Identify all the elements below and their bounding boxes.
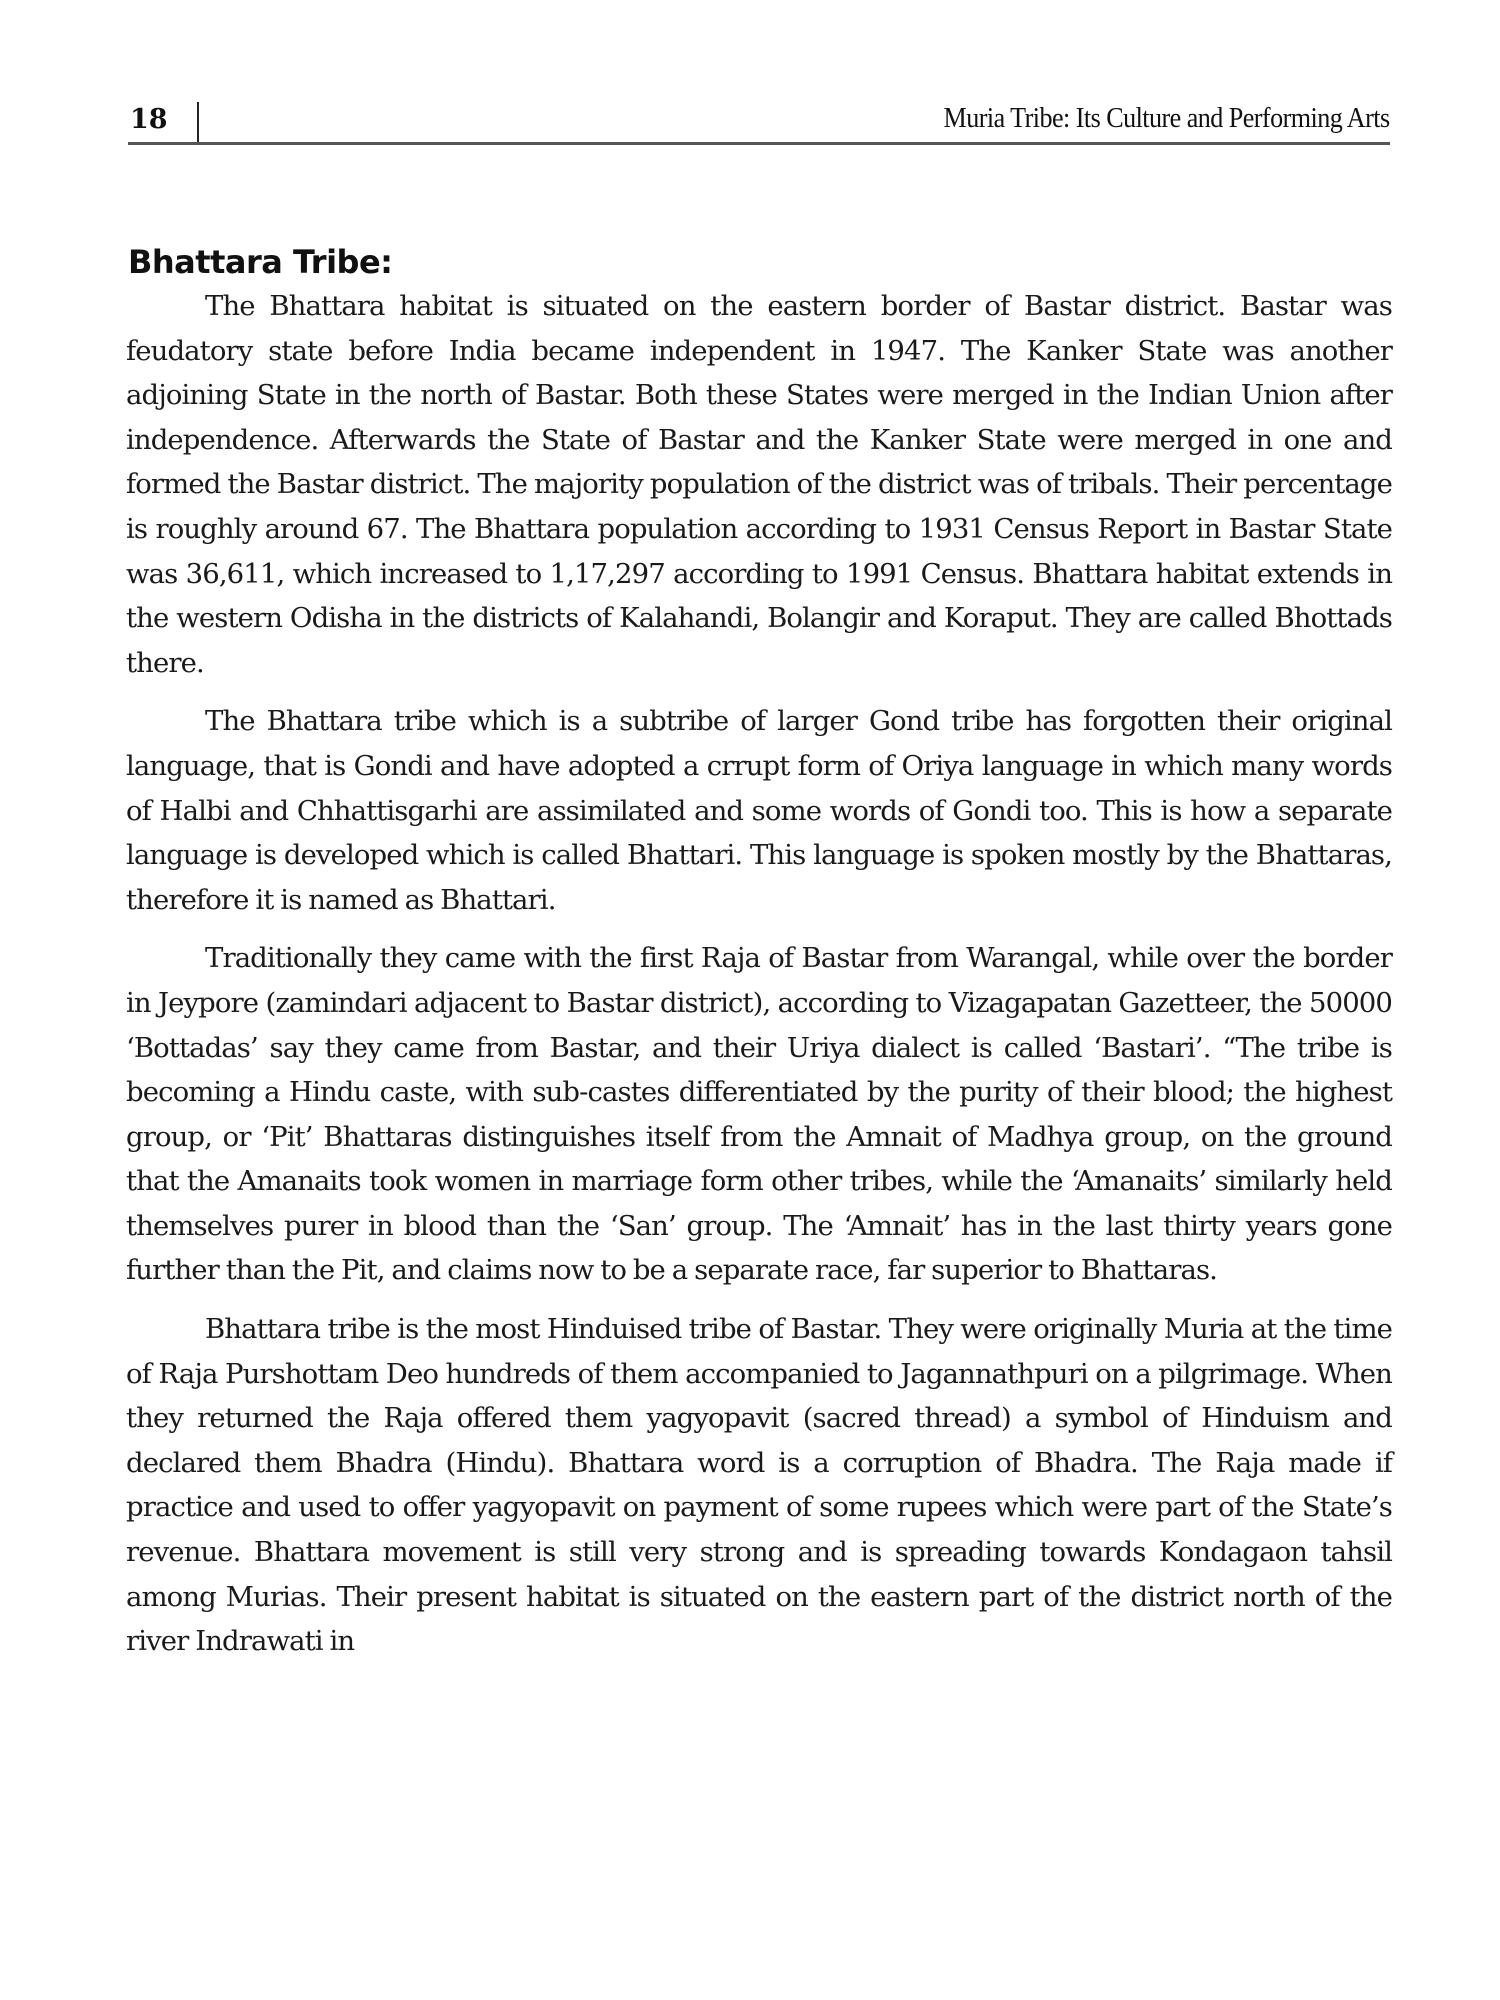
body-text	[126, 284, 1392, 1678]
section-heading: Bhattara Tribe:	[128, 242, 393, 281]
paragraph: The Bhattara habitat is situated on the eastern border of Bastar district. Bastar was feudatory state before India became independent in 1947. The Kanker State was another adjoining State in the north of Bastar. Both these States were merged in the Indian Union after independence. Afterwards the State of Bastar and the Kanker State were merged in one and formed the Bastar district. The majority population of the district was of tribals. Their percentage is roughly around 67. The Bhattara population according to 1931 Census Report in Bastar State was 36,611, which increased to 1,17,297 according to 1991 Census. Bhattara habitat extends in the western Odisha in the districts of Kalahandi, Bolangir and Koraput. They are called Bhottads there.	[126, 290, 1392, 679]
page-number: 18	[130, 104, 168, 135]
paragraph: Bhattara tribe is the most Hinduised tribe of Bastar. They were originally Muria at the time of Raja Purshottam Deo hundreds of them accompanied to Jagannathpuri on a pilgrimage. When they returned the Raja offered them yagyopavit (sacred thread) a symbol of Hinduism and declared them Bhadra (Hindu). Bhattara word is a corruption of Bhadra. The Raja made if practice and used to offer yagyopavit on payment of some rupees which were part of the State’s revenue. Bhattara movement is still very strong and is spreading towards Kondagaon tahsil among Murias. Their present habitat is situated on the eastern part of the district north of the river Indrawati in	[126, 1313, 1392, 1658]
paragraph: The Bhattara tribe which is a subtribe of larger Gond tribe has forgotten their original language, that is Gondi and have adopted a crrupt form of Oriya language in which many words of Halbi and Chhattisgarhi are assimilated and some words of Gondi too. This is how a separate language is developed which is called Bhattari. This language is spoken mostly by the Bhattaras, therefore it is named as Bhattari.	[126, 705, 1392, 916]
header-rule	[128, 142, 1390, 145]
running-header	[128, 98, 1390, 144]
header-separator-bar	[197, 102, 199, 142]
running-title: Muria Tribe: Its Culture and Performing Arts	[943, 102, 1390, 134]
paragraph: Traditionally they came with the first Raja of Bastar from Warangal, while over the border in Jeypore (zamindari adjacent to Bastar district), according to Vizagapatan Gazetteer, the 50000 ‘Bottadas’ say they came from Bastar, and their Uriya dialect is called ‘Bastari’. “The tribe is becoming a Hindu caste, with sub-castes differentiated by the purity of their blood; the highest group, or ‘Pit’ Bhattaras distinguishes itself from the Amnait of Madhya group, on the ground that the Amanaits took women in marriage form other tribes, while the ‘Amanaits’ similarly held themselves purer in blood than the ‘San’ group. The ‘Amnait’ has in the last thirty years gone further than the Pit, and claims now to be a separate race, far superior to Bhattaras.	[126, 942, 1392, 1287]
